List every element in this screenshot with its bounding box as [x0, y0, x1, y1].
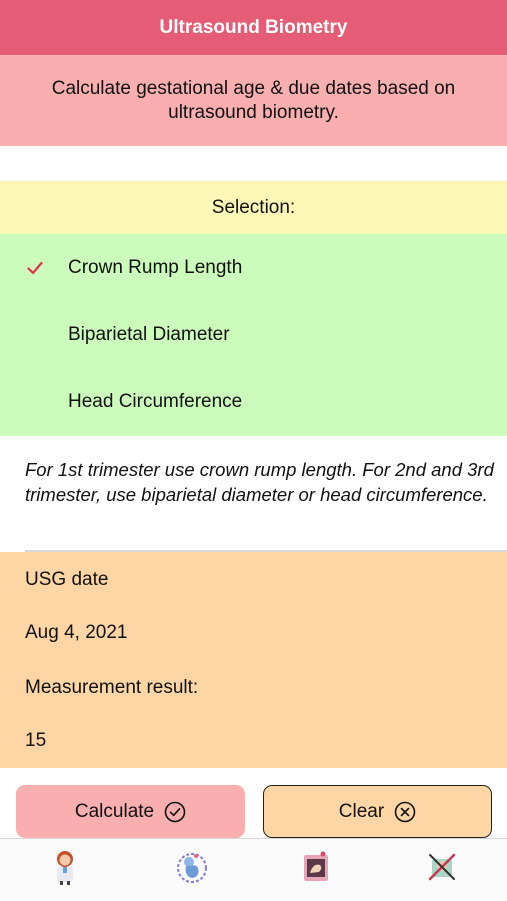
option-label: Crown Rump Length — [68, 256, 243, 278]
nav-header — [0, 0, 507, 55]
measurement-input[interactable]: 15 — [25, 730, 47, 751]
option-crown-rump-length[interactable] — [0, 234, 507, 301]
calculate-label: Calculate — [74, 800, 155, 822]
tab-no-pregnancy[interactable] — [422, 849, 462, 889]
measurement-form — [0, 552, 507, 768]
option-label: Head Circumference — [68, 390, 243, 412]
selection-title: Selection: — [211, 196, 296, 218]
option-head-circumference[interactable] — [0, 368, 507, 435]
option-biparietal-diameter[interactable] — [0, 301, 507, 368]
check-circle-icon — [164, 801, 186, 823]
option-label: Biparietal Diameter — [68, 323, 230, 345]
tab-doctor[interactable] — [45, 849, 85, 889]
trimester-note: For 1st trimester use crown rump length. For 2nd and 3rd trimester, use biparietal diameter or head circumference. — [25, 459, 494, 505]
checkmark-icon — [25, 258, 45, 278]
usg-date-value[interactable]: Aug 4, 2021 — [25, 622, 128, 643]
doctor-icon — [50, 848, 80, 891]
measurement-label: Measurement result: — [25, 677, 199, 698]
clear-label: Clear — [338, 800, 385, 822]
intro-text: Calculate gestational age & due dates based on ultrasound biometry. — [51, 77, 456, 123]
ultrasound-icon — [301, 851, 331, 888]
calculate-button[interactable] — [16, 785, 245, 838]
clear-button[interactable] — [263, 785, 492, 838]
selection-header — [0, 181, 507, 234]
x-circle-icon — [394, 801, 416, 823]
tab-fetus[interactable] — [172, 849, 212, 889]
intro-banner — [0, 55, 507, 146]
page-title: Ultrasound Biometry — [159, 16, 348, 38]
tab-bar — [0, 838, 507, 901]
selection-options — [0, 234, 507, 436]
fetus-icon — [176, 850, 208, 889]
usg-date-label: USG date — [25, 569, 109, 590]
tab-ultrasound[interactable] — [296, 849, 336, 889]
no-pregnancy-icon — [426, 851, 458, 888]
